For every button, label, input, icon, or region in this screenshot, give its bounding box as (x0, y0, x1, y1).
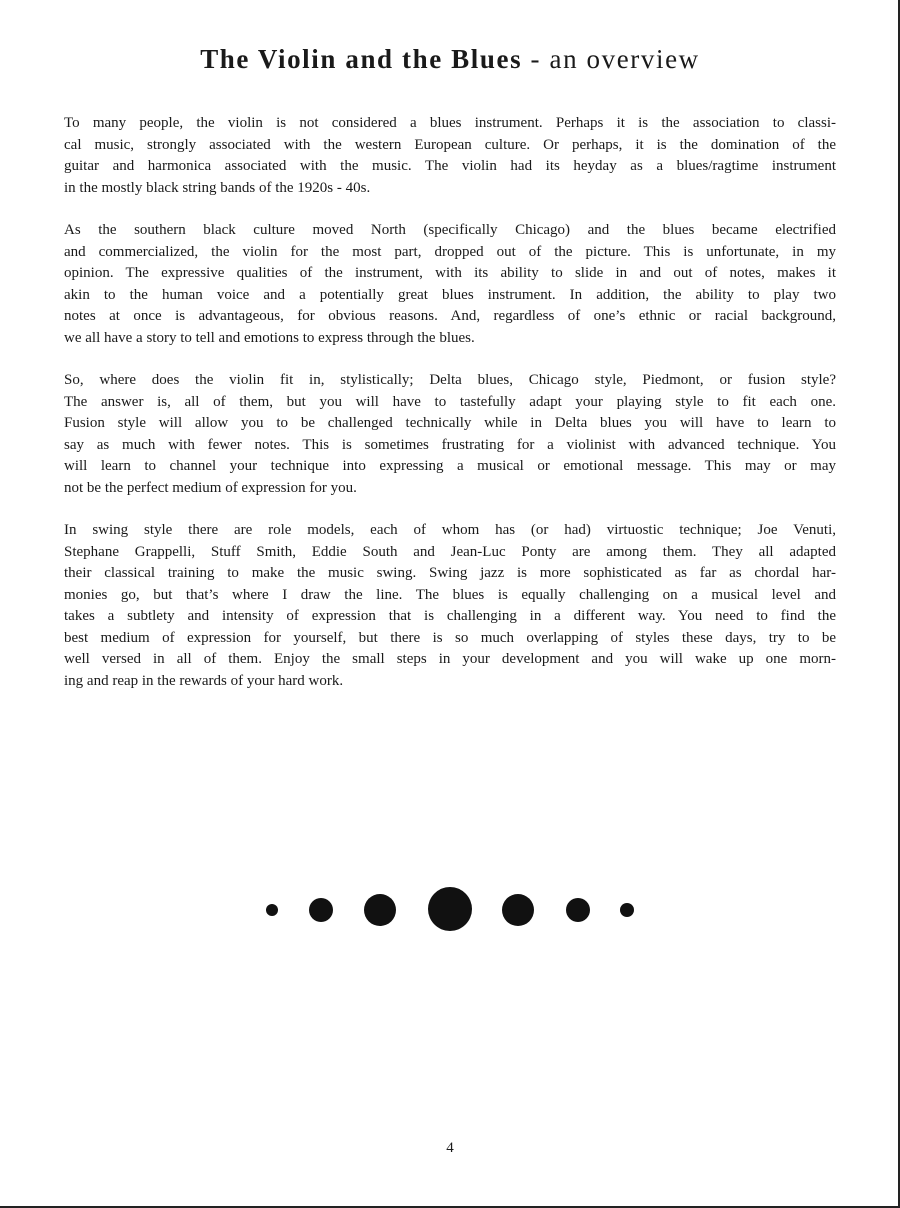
text-line: Stephane Grappelli, Stuff Smith, Eddie South and Jean-Luc Ponty are among them. They all adapted (64, 543, 836, 560)
paragraph (64, 520, 836, 692)
ornament-dot (428, 887, 472, 931)
title-subtitle: - an overview (522, 44, 700, 74)
paragraph (64, 370, 836, 499)
title-main: The Violin and the Blues (200, 44, 523, 74)
text-line: guitar and harmonica associated with the music. The violin had its heyday as a blues/ragtime instrument (64, 158, 836, 174)
ornament-dot (364, 894, 396, 926)
text-line: cal music, strongly associated with the western European culture. Or perhaps, it is the domination of the (64, 136, 836, 153)
text-line: So, where does the violin fit in, stylistically; Delta blues, Chicago style, Piedmont, or fusion style? (64, 372, 836, 388)
text-line: In swing style there are role models, each of whom has (or had) virtuostic technique; Joe Venuti, (64, 522, 836, 538)
text-line: opinion. The expressive qualities of the instrument, with its ability to slide in and out of notes, makes it (64, 265, 836, 281)
text-line: The answer is, all of them, but you will have to tastefully adapt your playing style to fit each one. (64, 393, 836, 410)
text-line: Fusion style will allow you to be challenged technically while in Delta blues you will have to learn to (64, 415, 836, 431)
ornament-dot (502, 894, 534, 926)
text-line: best medium of expression for yourself, but there is so much overlapping of styles these days, try to be (64, 629, 836, 646)
page-number: 4 (446, 1140, 454, 1156)
text-line: notes at once is advantageous, for obvious reasons. And, regardless of one’s ethnic or racial background, (64, 308, 836, 324)
text-line: their classical training to make the music swing. Swing jazz is more sophisticated as far as chordal har- (64, 565, 836, 581)
ornament-dot (309, 898, 333, 922)
text-line: in the mostly black string bands of the 1920s - 40s. (64, 179, 371, 196)
text-line: akin to the human voice and a potentially great blues instrument. In addition, the ability to play two (64, 286, 836, 303)
text-line: say as much with fewer notes. This is sometimes frustrating for a violinist with advanced technique. You (64, 436, 836, 453)
decorative-dot-ornament (0, 886, 900, 932)
ornament-dot (266, 904, 278, 916)
article-body (64, 113, 836, 713)
text-line: monies go, but that’s where I draw the line. The blues is equally challenging on a musical level and (64, 586, 836, 603)
text-line: ing and reap in the rewards of your hard work. (64, 672, 344, 689)
text-line: well versed in all of them. Enjoy the small steps in your development and you will wake up one morn- (64, 651, 836, 667)
text-line: not be the perfect medium of expression for you. (64, 479, 357, 496)
text-line: and commercialized, the violin for the most part, dropped out of the picture. This is unfortunate, in my (64, 243, 836, 260)
paragraph (64, 113, 836, 199)
paragraph (64, 220, 836, 349)
text-line: will learn to channel your technique into expressing a musical or emotional message. This may or may (64, 458, 836, 474)
text-line: To many people, the violin is not considered a blues instrument. Perhaps it is the association to classi- (64, 115, 836, 131)
text-line: we all have a story to tell and emotions to express through the blues. (64, 329, 475, 346)
ornament-dot (566, 898, 590, 922)
ornament-dot (620, 903, 634, 917)
text-line: takes a subtlety and intensity of expression that is challenging in a different way. You need to find the (64, 608, 836, 624)
text-line: As the southern black culture moved North (specifically Chicago) and the blues became electrified (64, 222, 836, 238)
page-title (0, 44, 900, 75)
